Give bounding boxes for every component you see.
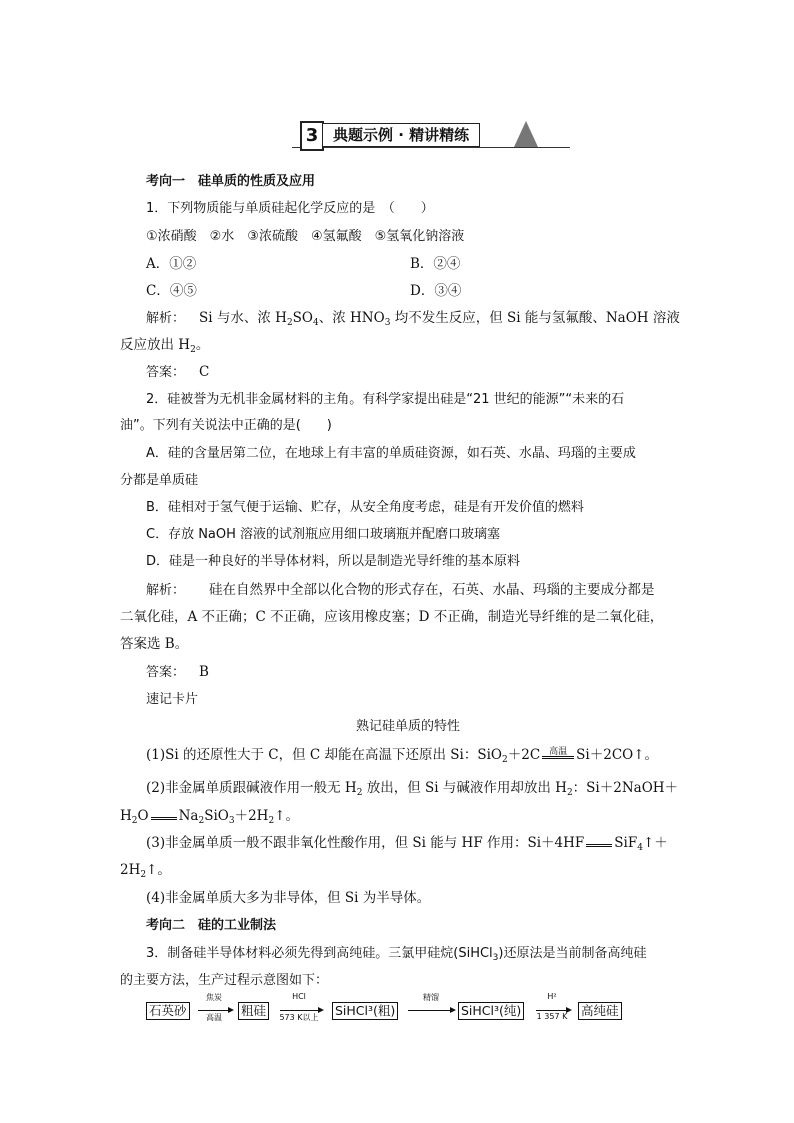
q1-answer-value: C [199, 364, 210, 380]
q2-option-d: D．硅是一种良好的半导体材料，所以是制造光导纤维的基本原料 [146, 554, 521, 569]
q2-stem-line2: 油”。下列有关说法中正确的是( ) [120, 418, 332, 433]
q2-answer: 答案： B [146, 664, 209, 680]
q1-items: ①浓硝酸 ②水 ③浓硫酸 ④氢氟酸 ⑤氢氧化钠溶液 [146, 229, 465, 244]
card-point-1: (1)Si 的还原性大于 C，但 C 却能在高温下还原出 Si：SiO$_2$＋2C 高温 Si＋2CO↑。 [146, 746, 659, 765]
q1-option-d: D．③④ [410, 283, 462, 299]
flow-arrow-2-top: HCl [292, 992, 306, 1001]
q2-answer-value: B [199, 664, 209, 680]
q2-option-a-line1: A．硅的含量居第二位，在地球上有丰富的单质硅资源，如石英、水晶、玛瑙的主要成 [146, 446, 636, 461]
section1-title: 考向一 硅单质的性质及应用 [146, 174, 316, 189]
flow-arrow-4-bottom: 1 357 K [536, 1012, 568, 1021]
section2-title: 考向二 硅的工业制法 [146, 918, 277, 933]
card-label: 速记卡片 [146, 692, 199, 707]
flow-arrow-4 [536, 1010, 570, 1011]
flow-node-sihcl3-pure: SiHCl³(纯) [458, 1002, 524, 1020]
q3-stem-line1: 3．制备硅半导体材料必须先得到高纯硅。三氯甲硅烷(SiHCl$_3$)还原法是当前制备高纯硅 [146, 946, 647, 963]
card-point-2-line2: $H_2O$ $Na_2SiO_3+2H_2↑$。 [120, 808, 299, 826]
card-point-2-line1: (2)非金属单质跟碱液作用一般无 $H_2$ 放出，但 Si 与碱液作用却放出 $H_2$：Si＋2NaOH＋ [146, 780, 679, 798]
banner-triangle-icon [514, 121, 538, 147]
flow-arrow-1-bottom: 高温 [206, 1013, 222, 1022]
flow-node-quartz-sand: 石英砂 [146, 1002, 190, 1020]
section-banner [292, 120, 570, 154]
q1-option-a: A．①② [146, 256, 197, 272]
card-point-4: (4)非金属单质大多为非导体，但 Si 为半导体。 [146, 890, 431, 906]
banner-number: 3 [300, 121, 324, 151]
banner-title: 典题示例 · 精讲精练 [322, 123, 480, 147]
q1-analysis-line1: 解析： Si 与水、浓 $H_2SO_4$、浓 $HNO_3$ 均不发生反应，但 Si 能与氢氟酸、NaOH 溶液 [146, 310, 680, 328]
flow-node-sihcl3-crude: SiHCl³(粗) [332, 1002, 398, 1020]
flow-arrow-3 [408, 1010, 454, 1011]
q2-option-c: C．存放 NaOH 溶液的试剂瓶应用细口玻璃瓶并配磨口玻璃塞 [146, 527, 501, 542]
q1-stem: 1．下列物质能与单质硅起化学反应的是 （ ） [146, 201, 434, 216]
flow-arrow-1 [198, 1010, 232, 1011]
flow-arrow-4-top: H² [547, 992, 557, 1001]
q3-stem-line2: 的主要方法，生产过程示意图如下： [120, 973, 329, 988]
q2-option-b: B．硅相对于氢气便于运输、贮存，从安全角度考虑，硅是有开发价值的燃料 [146, 500, 584, 515]
reaction-condition: 高温 [540, 746, 576, 766]
card-point-3-line2: $2H_2↑$。 [120, 862, 171, 880]
process-flow-diagram [146, 992, 646, 1024]
flow-arrow-3-top: 精馏 [423, 993, 439, 1002]
flow-node-pure-silicon: 高纯硅 [578, 1002, 622, 1020]
q1-analysis-label: 解析： [146, 311, 186, 326]
q2-analysis-line1: 解析： 硅在自然界中全部以化合物的形式存在，石英、水晶、玛瑙的主要成分都是 [146, 582, 655, 598]
card-point-3-line1: (3)非金属单质一般不跟非氧化性酸作用，但 Si 能与 HF 作用：Si＋4HF SiF$_4$↑＋ [146, 835, 668, 853]
flow-arrow-2-bottom: 573 K以上 [279, 1013, 319, 1022]
q1-option-c: C．④⑤ [146, 283, 197, 299]
flow-node-crude-silicon: 粗硅 [238, 1002, 269, 1020]
card-title: 熟记硅单质的特性 [356, 719, 461, 734]
banner-rule [292, 147, 570, 148]
q2-analysis-line3: 答案选 B。 [120, 636, 189, 652]
flow-arrow-2 [280, 1010, 322, 1011]
equals-sign [149, 807, 179, 827]
q2-analysis-line2: 二氧化硅，A 不正确；C 不正确，应该用橡皮塞；D 不正确，制造光导纤维的是二氧化硅， [120, 609, 664, 625]
flow-arrow-1-top: 焦炭 [206, 993, 222, 1002]
q2-option-a-line2: 分都是单质硅 [120, 473, 199, 488]
q1-option-b: B．②④ [410, 256, 461, 272]
q2-stem-line1: 2．硅被誉为无机非金属材料的主角。有科学家提出硅是“21 世纪的能源”“未来的石 [146, 392, 625, 407]
q1-answer: 答案： C [146, 364, 210, 380]
equals-sign [584, 834, 614, 854]
q1-analysis-line2: 反应放出 $H_2$。 [120, 337, 210, 355]
